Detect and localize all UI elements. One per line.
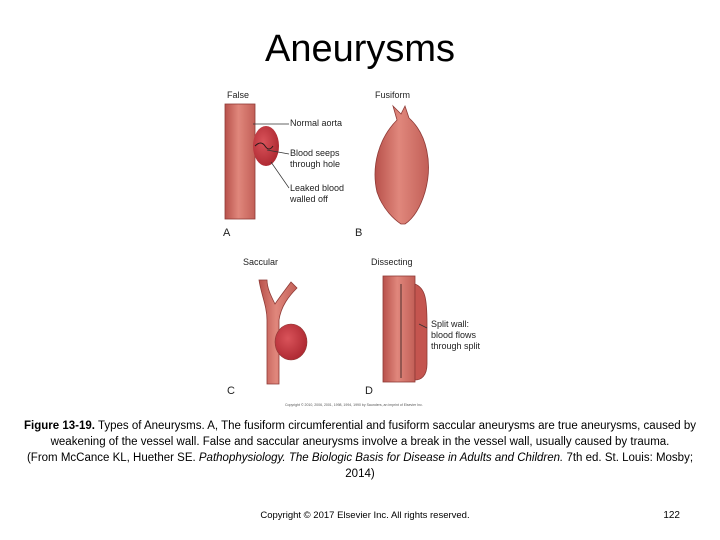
label-leaked-blood: Leaked blood bbox=[290, 183, 345, 193]
panel-c-saccular-bulge bbox=[275, 324, 307, 360]
caption-source-prefix: (From McCance KL, Huether SE. bbox=[26, 452, 199, 464]
caption-text: Types of Aneurysms. A, The fusiform circumferential and fusiform saccular aneurysms are true aneurysms, caused by weakening of the vessel wall. False and saccular aneurysms involve a break in the vessel wall, usually caused by trauma. bbox=[50, 420, 696, 448]
caption-source-suffix: 7th ed. St. Louis: Mosby; 2014) bbox=[345, 452, 694, 480]
caption-figure-label: Figure 13-19. bbox=[24, 420, 95, 432]
panel-c-heading: Saccular bbox=[243, 257, 279, 267]
page-number: 122 bbox=[663, 510, 680, 521]
panel-d-split-wall bbox=[415, 284, 427, 380]
caption-source-book: Pathophysiology. The Biologic Basis for Disease in Adults and Children. bbox=[198, 452, 564, 464]
panel-d-letter: D bbox=[365, 385, 373, 397]
panel-a-letter: A bbox=[223, 227, 231, 239]
footer-copyright: Copyright © 2017 Elsevier Inc. All rights reserved. bbox=[260, 510, 470, 521]
panel-a-normal-vessel bbox=[225, 104, 255, 219]
leader-line bbox=[271, 162, 289, 188]
label-split-wall: Split wall: bbox=[431, 319, 470, 329]
label-through-hole: through hole bbox=[290, 159, 341, 169]
aneurysm-figure bbox=[215, 84, 515, 414]
panel-b-letter: B bbox=[355, 227, 363, 239]
panel-c-letter: C bbox=[227, 385, 235, 397]
panel-a-heading: False bbox=[227, 90, 250, 100]
panel-d-heading: Dissecting bbox=[371, 257, 413, 267]
panel-b-heading: Fusiform bbox=[375, 90, 411, 100]
panel-b-fusiform-vessel bbox=[375, 106, 428, 224]
label-blood-flows: blood flows bbox=[431, 330, 477, 340]
panel-d-vessel bbox=[383, 276, 415, 382]
figure-caption bbox=[20, 418, 700, 482]
aneurysm-illustration bbox=[215, 84, 515, 414]
label-normal-aorta: Normal aorta bbox=[290, 118, 343, 128]
label-walled-off: walled off bbox=[290, 194, 328, 204]
label-blood-seeps: Blood seeps bbox=[290, 148, 340, 158]
slide-title: Aneurysms bbox=[264, 28, 456, 70]
label-through-split: through split bbox=[431, 341, 481, 351]
figure-fine-print: Copyright © 2010, 2006, 2001, 1998, 1994, 1990 by Saunders, an imprint of Elsevier Inc. bbox=[285, 403, 423, 407]
panel-a-leaked-blood bbox=[253, 126, 279, 166]
